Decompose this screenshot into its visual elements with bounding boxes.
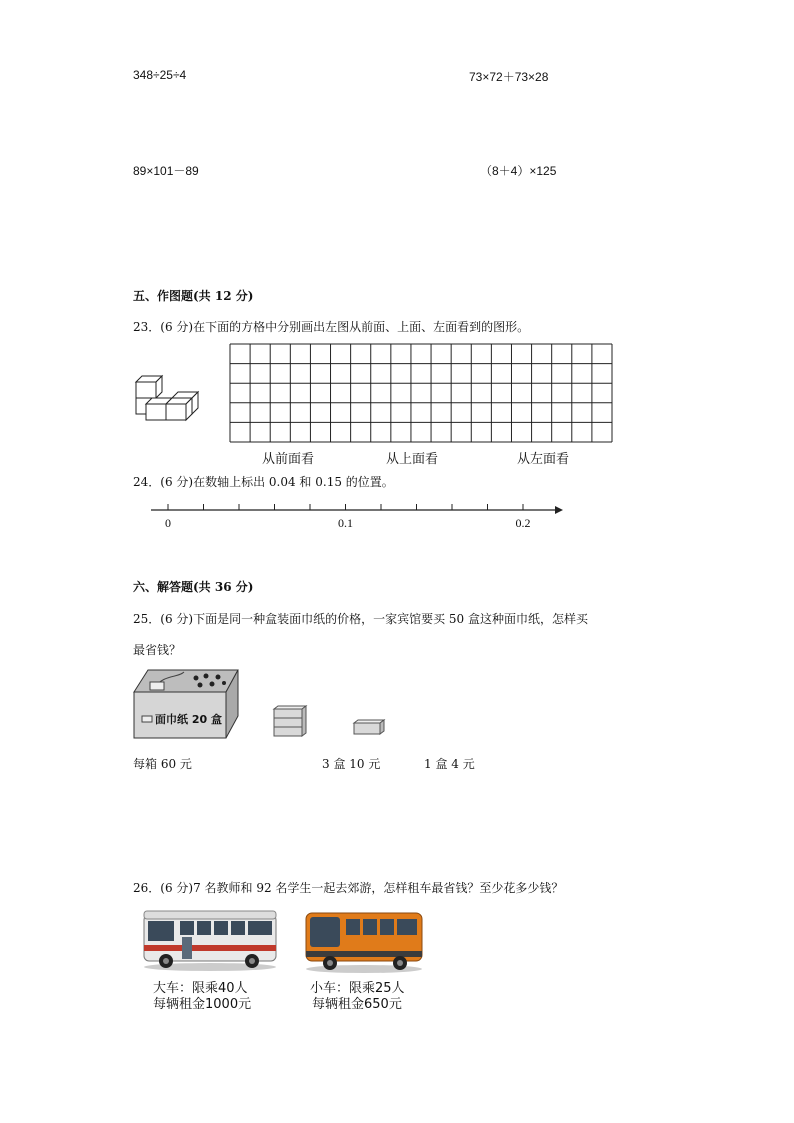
- question-25-text-line-2: 最省钱？: [133, 643, 182, 657]
- number-line[interactable]: [145, 498, 570, 533]
- axis-tick-label: 0.2: [515, 516, 531, 530]
- grid-label-front: 从前面看: [262, 452, 315, 467]
- question-25-text-line-1: 25．(6 分)下面是同一种盒装面巾纸的价格，一家宾馆要买 50 盒这种面巾纸，怎样买: [133, 612, 588, 626]
- expression-4: （8＋4）×125: [480, 164, 557, 178]
- cube-figure-illustration: [132, 372, 207, 424]
- drawing-grid[interactable]: [229, 343, 613, 443]
- price-single-box: 1 盒 4 元: [424, 757, 475, 771]
- tissue-case-illustration: [134, 668, 240, 740]
- question-23-text: 23．(6 分)在下面的方格中分别画出左图从前面、上面、左面看到的图形。: [133, 320, 530, 334]
- small-bus-rent: 每辆租金650元: [312, 997, 402, 1012]
- tissue-single-box-illustration: [352, 718, 386, 736]
- question-24-text: 24．(6 分)在数轴上标出 0.04 和 0.15 的位置。: [133, 475, 394, 489]
- expression-3: 89×101－89: [133, 164, 199, 178]
- expression-1: 348÷25÷4: [133, 68, 187, 82]
- big-bus-illustration: [142, 907, 278, 971]
- section-5-title: 五、作图题(共 12 分): [133, 289, 254, 303]
- expression-2: 73×72＋73×28: [469, 70, 549, 84]
- price-three-boxes: 3 盒 10 元: [322, 757, 381, 771]
- grid-label-left: 从左面看: [517, 452, 570, 467]
- price-case: 每箱 60 元: [133, 757, 192, 771]
- small-bus-illustration: [304, 907, 424, 973]
- tissue-case-label: 面巾纸 20 盒: [155, 713, 222, 726]
- tissue-three-boxes-illustration: [272, 705, 308, 739]
- small-bus-capacity: 小车：限乘25人: [310, 981, 405, 996]
- grid-label-top: 从上面看: [386, 452, 439, 467]
- big-bus-rent: 每辆租金1000元: [153, 997, 252, 1012]
- section-6-title: 六、解答题(共 36 分): [133, 580, 254, 594]
- question-26-text: 26．(6 分)7 名教师和 92 名学生一起去郊游，怎样租车最省钱？至少花多少钱？: [133, 881, 564, 895]
- big-bus-capacity: 大车：限乘40人: [153, 981, 248, 996]
- axis-tick-label: 0: [165, 516, 171, 530]
- axis-tick-label: 0.1: [338, 516, 353, 530]
- axis-arrow: [555, 506, 563, 514]
